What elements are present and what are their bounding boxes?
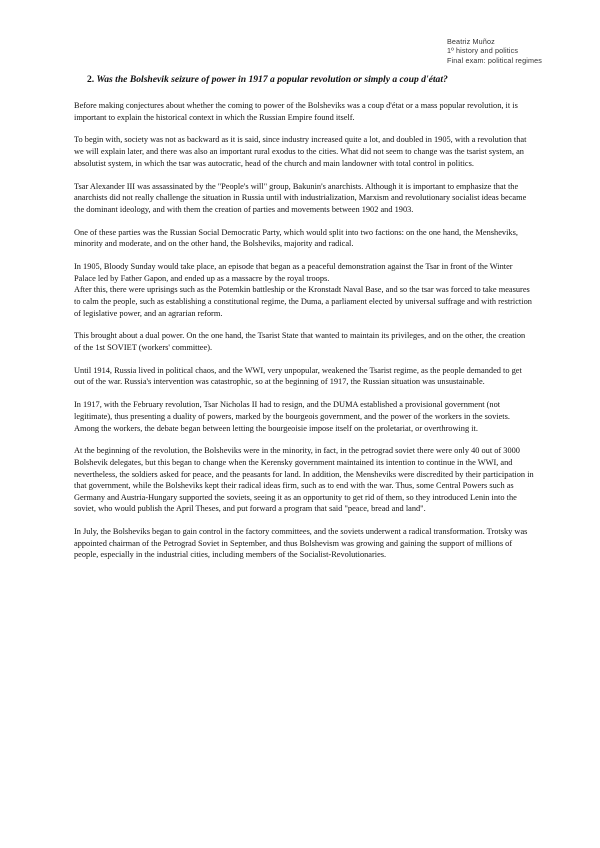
question-title [87,74,527,86]
paragraph: In 1917, with the February revolution, Tsar Nicholas II had to resign, and the DUMA established a provisional government (not legitimate), thus presenting a duality of powers, marked by the bourgeois government, and the power of the workers in the soviets. Among the workers, the debate began between letting the bourgeoisie impose itself on the proletariat, or overthrowing it. [74,400,510,433]
course-name: 1º history and politics [446,46,519,56]
document-header [447,37,542,65]
paragraph: To begin with, society was not as backward as it is said, since industry increased quite a lot, and doubled in 1905, with a revolution that we will explain later, and there was also an important rural exodus to the cities. What did not seem to change was the tsarist system, an absolutist system, in which the tsar was autocratic, head of the church and main landowner with total control in politics. [74,135,527,168]
paragraph: Before making conjectures about whether the coming to power of the Bolsheviks was a coup d'état or a mass popular revolution, it is important to explain the historical context in which the Russian Empire found itself. [74,101,518,122]
author-name: Beatriz Muñoz [446,37,495,46]
paragraph: After this, there were uprisings such as the Potemkin battleship or the Kronstadt Naval Base, and so the tsar was forced to take measures to calm the people, such as establishing a constitutional regime, the Duma, a parliament elected by universal suffrage and with restriction of legislative power, and an agrarian reform. [74,285,532,318]
question-number: 2. [87,74,95,85]
paragraph: Tsar Alexander III was assassinated by the "People's will" group, Bakunin's anarchists. Although it is important to emphasize that the anarchists did not really challenge the situation in Russia until with industrialization, Marxism and revolutionary socialist ideas became the dominant ideology, and with them the creation of parties and movements between 1902 and 1903. [74,181,527,214]
question-text: Was the Bolshevik seizure of power in 1917 a popular revolution or simply a coup d'état? [96,74,448,85]
paragraph: Until 1914, Russia lived in political chaos, and the WWI, very unpopular, weakened the Tsarist regime, as the people demanded to get out of the war. Russia's intervention was catastrophic, so at the beginning of 1917, the Russian situation was unsustainable. [74,365,522,387]
essay-body [74,100,534,572]
paragraph: At the beginning of the revolution, the Bolsheviks were in the minority, in fact, in the petrograd soviet there were only 40 out of 3000 Bolshevik delegates, but this began to change when the Kerensky government maintained its intention to continue in the WWI, and nevertheless, the soldiers asked for peace, and the peasants for land. In addition, the Mensheviks were discredited by their participation in that government, while the Bolsheviks kept their radical ideas firm, such as to end with the war. Thus, some Central Powers such as Germany and Austria-Hungary supported the soviets, seeing it as an opportunity to get rid of them, so they introduced Lenin into the soviet, who would publish the April Theses, and put forward a program that said "peace, bread and land". [74,446,534,514]
paragraph: One of these parties was the Russian Social Democratic Party, which would split into two factions: on the one hand, the Mensheviks, minority and moderate, and on the other hand, the Bolsheviks, majority and radical. [74,227,518,249]
paragraph: In July, the Bolsheviks began to gain control in the factory committees, and the soviets underwent a radical transformation. Trotsky was appointed chairman of the Petrograd Soviet in September, and thus Bolshevism was growing and gaining the support of millions of people, especially in the industrial cities, including members of the Socialist-Revolutionaries. [74,527,528,560]
paragraph: In 1905, Bloody Sunday would take place, an episode that began as a peaceful demonstration against the Tsar in front of the Winter Palace led by Father Gapon, and ended up as a massacre by the royal troops. [74,262,513,283]
paragraph: This brought about a dual power. On the one hand, the Tsarist State that wanted to maintain its privileges, and on the other, the creation of the 1st SOVIET (workers' committee). [74,331,526,352]
exam-name: Final exam: political regimes [446,55,542,65]
